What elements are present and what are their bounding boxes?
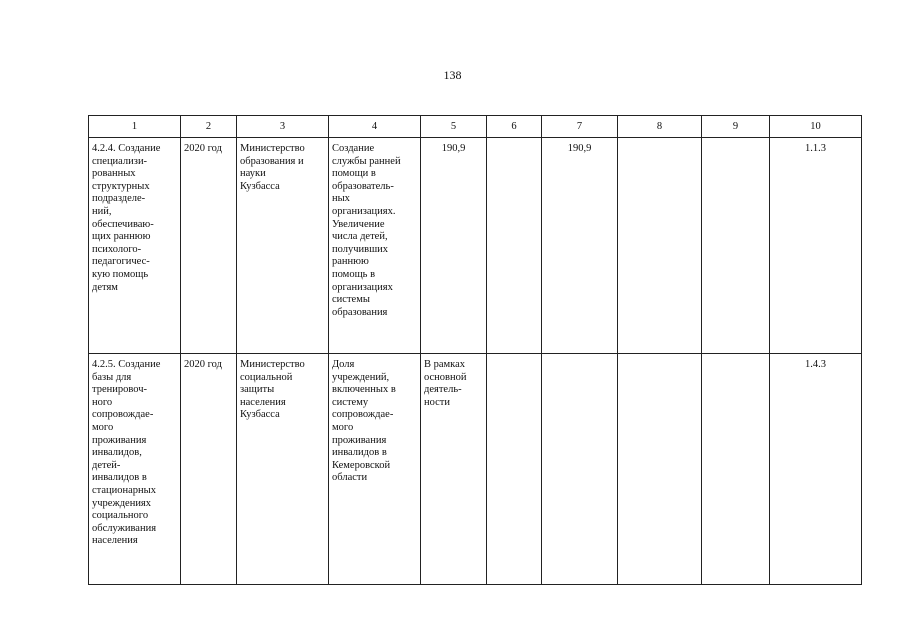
column-header: 1 (89, 116, 181, 138)
activities-table (88, 115, 862, 585)
column-header: 5 (421, 116, 487, 138)
indicator-ref-cell: 1.4.3 (770, 354, 862, 585)
funding-col6-cell (487, 354, 542, 585)
executor-cell: Министерство социальной защиты населения Кузбасса (237, 354, 329, 585)
period-cell: 2020 год (181, 138, 237, 354)
funding-col8-cell (618, 138, 702, 354)
funding-total-cell: В рамках основной деятель- ности (421, 354, 487, 585)
indicator-ref-cell: 1.1.3 (770, 138, 862, 354)
executor-cell: Министерство образования и науки Кузбасса (237, 138, 329, 354)
funding-col9-cell (702, 354, 770, 585)
funding-col9-cell (702, 138, 770, 354)
result-cell: Доля учреждений, включенных в систему сопровождае- мого проживания инвалидов в Кемеровской области (329, 354, 421, 585)
measure-name-cell: 4.2.5. Создание базы для тренировоч- ного сопровождае- мого проживания инвалидов, детей- инвалидов в стационарных учреждениях социального обслуживания населения (89, 354, 181, 585)
column-header: 4 (329, 116, 421, 138)
column-header: 7 (542, 116, 618, 138)
column-header: 8 (618, 116, 702, 138)
column-header: 3 (237, 116, 329, 138)
column-header: 9 (702, 116, 770, 138)
page-number: 138 (443, 68, 462, 82)
funding-col8-cell (618, 354, 702, 585)
table-row (89, 138, 862, 354)
funding-total-cell: 190,9 (421, 138, 487, 354)
column-header: 2 (181, 116, 237, 138)
funding-col6-cell (487, 138, 542, 354)
funding-col7-cell: 190,9 (542, 138, 618, 354)
column-header: 6 (487, 116, 542, 138)
table-row (89, 354, 862, 585)
funding-col7-cell (542, 354, 618, 585)
column-header: 10 (770, 116, 862, 138)
measure-name-cell: 4.2.4. Создание специализи- рованных структурных подразделе- ний, обеспечиваю- щих раннюю психолого- педагогичес- кую помощь детям (89, 138, 181, 354)
table-header-row (89, 116, 862, 138)
period-cell: 2020 год (181, 354, 237, 585)
result-cell: Создание службы ранней помощи в образователь- ных организациях. Увеличение числа детей, получивших раннюю помощь в организациях системы образования (329, 138, 421, 354)
